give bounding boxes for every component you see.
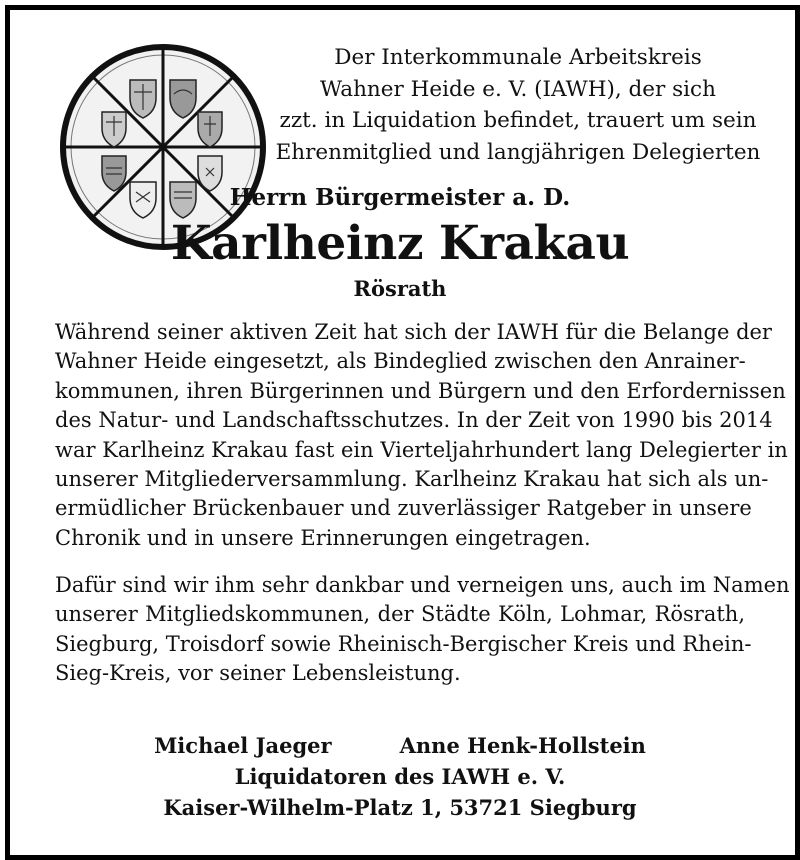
signatory-name-2: Anne Henk-Hollstein [399, 733, 646, 758]
signatories [0, 730, 800, 761]
text-line: Siegburg, Troisdorf sowie Rheinisch-Bergischer Kreis und Rhein- [55, 631, 752, 656]
intro-line: Ehrenmitglied und langjährigen Delegierten [275, 139, 761, 165]
text-line: unserer Mitgliedskommunen, der Städte Köln, Lohmar, Rösrath, [55, 602, 745, 627]
text-line: unserer Mitgliederversammlung. Karlheinz Krakau hat sich als un- [55, 467, 769, 492]
signatory-name-1: Michael Jaeger [154, 733, 332, 758]
text-line: Dafür sind wir ihm sehr dankbar und verneigen uns, auch im Namen [55, 573, 790, 597]
text-line: Während seiner aktiven Zeit hat sich der IAWH für die Belange der [55, 320, 772, 344]
intro-line: zzt. in Liquidation befindet, trauert um sein [279, 108, 757, 133]
text-line: Sieg-Kreis, vor seiner Lebensleistung. [55, 661, 461, 686]
text-line: Wahner Heide eingesetzt, als Bindeglied zwischen den Anrainer- [55, 349, 746, 374]
intro-text [258, 42, 778, 168]
honorific-title: Herrn Bürgermeister a. D. [229, 184, 571, 211]
signatory-address: Kaiser-Wilhelm-Platz 1, 53721 Siegburg [163, 795, 637, 820]
text-line: kommunen, ihren Bürgerinnen und Bürgern und den Erfordernissen [55, 378, 786, 403]
deceased-name: Karlheinz Krakau [170, 216, 630, 271]
text-line: war Karlheinz Krakau fast ein Vierteljahrhundert lang Delegierter in [55, 437, 788, 462]
intro-line: Wahner Heide e. V. (IAWH), der sich [320, 76, 716, 102]
text-line: Chronik und in unsere Erinnerungen eingetragen. [55, 525, 591, 550]
text-line: ermüdlicher Brückenbauer und zuverlässiger Ratgeber in unsere [55, 496, 752, 521]
signatory-organization: Liquidatoren des IAWH e. V. [234, 764, 566, 789]
intro-line: Der Interkommunale Arbeitskreis [334, 45, 702, 70]
paragraph-thanks [55, 571, 790, 689]
text-line: des Natur- und Landschaftsschutzes. In der Zeit von 1990 bis 2014 [55, 408, 773, 433]
deceased-place: Rösrath [353, 276, 447, 301]
paragraph-tribute [55, 318, 788, 553]
